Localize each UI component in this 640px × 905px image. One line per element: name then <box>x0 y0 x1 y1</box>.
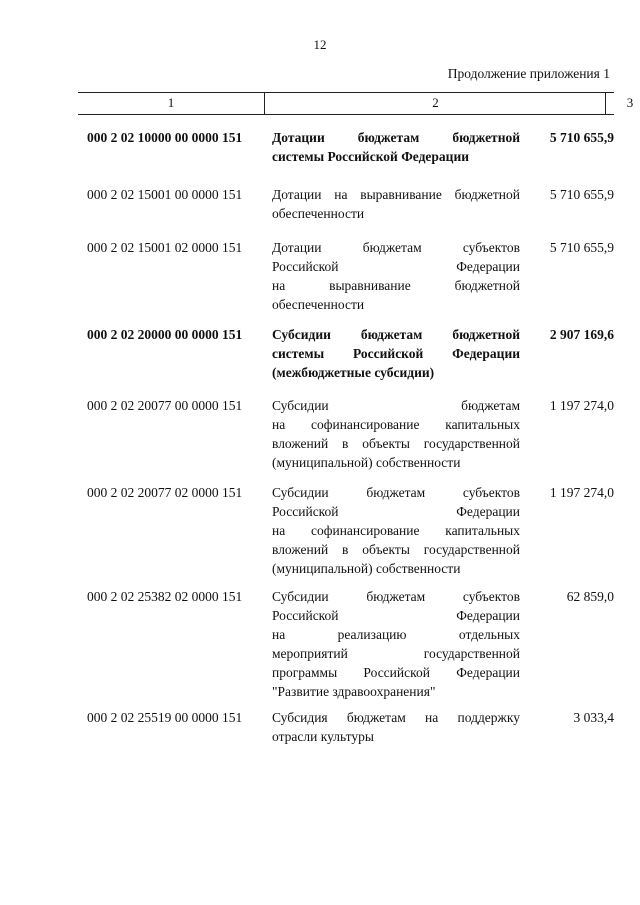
budget-item-name-line: Субсидии бюджетам субъектов <box>272 589 520 604</box>
budget-item-name-line: Субсидии бюджетам <box>272 398 520 413</box>
budget-item-name-line: мероприятий государственной <box>272 646 520 661</box>
budget-code: 000 2 02 20077 00 0000 151 <box>87 398 243 413</box>
budget-amount: 1 197 274,0 <box>549 398 614 413</box>
budget-item-name <box>272 185 520 223</box>
budget-item-name-line: системы Российской Федерации <box>272 149 470 164</box>
appendix-continuation-note: Продолжение приложения 1 <box>447 66 610 81</box>
budget-item-name-line: Российской Федерации <box>272 504 520 519</box>
column-header-code: 1 <box>167 95 175 110</box>
budget-item-name-line: отрасли культуры <box>272 729 374 744</box>
budget-item-name-line: на реализацию отдельных <box>272 627 520 642</box>
budget-code: 000 2 02 10000 00 0000 151 <box>87 130 243 145</box>
budget-item-name <box>272 128 520 166</box>
budget-amount: 1 197 274,0 <box>549 485 614 500</box>
column-header-amount: 3 <box>605 93 640 114</box>
budget-code: 000 2 02 15001 00 0000 151 <box>87 187 243 202</box>
budget-item-name-line: на выравнивание бюджетной <box>272 278 520 293</box>
budget-item-name-line: Дотации на выравнивание бюджетной <box>272 187 520 202</box>
column-header-name: 2 <box>264 93 606 114</box>
page-number: 12 <box>313 37 327 52</box>
budget-item-name-line: "Развитие здравоохранения" <box>272 684 436 699</box>
budget-item-name-line: Субсидия бюджетам на поддержку <box>272 710 520 725</box>
budget-code: 000 2 02 25382 02 0000 151 <box>87 589 243 604</box>
budget-item-name-line: Российской Федерации <box>272 608 520 623</box>
budget-item-name-line: на софинансирование капитальных <box>272 523 520 538</box>
budget-item-name-line: (муниципальной) собственности <box>272 455 461 470</box>
budget-item-name-line: программы Российской Федерации <box>272 665 520 680</box>
budget-amount: 2 907 169,6 <box>549 327 614 342</box>
budget-code: 000 2 02 20000 00 0000 151 <box>87 327 243 342</box>
budget-item-name <box>272 483 520 578</box>
budget-item-name-line: Дотации бюджетам бюджетной <box>272 130 520 145</box>
budget-item-name-line: обеспеченности <box>272 206 365 221</box>
budget-amount: 3 033,4 <box>573 710 614 725</box>
budget-item-name <box>272 396 520 472</box>
budget-item-name <box>272 238 520 314</box>
table-header-row <box>78 92 634 115</box>
budget-item-name-line: вложений в объекты государственной <box>272 436 520 451</box>
budget-code: 000 2 02 25519 00 0000 151 <box>87 710 243 725</box>
budget-amount: 62 859,0 <box>566 589 614 604</box>
budget-item-name-line: (межбюджетные субсидии) <box>272 365 435 380</box>
budget-item-name-line: обеспеченности <box>272 297 365 312</box>
budget-item-name-line: вложений в объекты государственной <box>272 542 520 557</box>
budget-amount: 5 710 655,9 <box>549 130 614 145</box>
budget-code: 000 2 02 15001 02 0000 151 <box>87 240 243 255</box>
budget-item-name-line: Субсидии бюджетам субъектов <box>272 485 520 500</box>
budget-item-name-line: Субсидии бюджетам бюджетной <box>272 327 520 342</box>
budget-item-name <box>272 587 520 701</box>
budget-item-name <box>272 708 520 746</box>
budget-amount: 5 710 655,9 <box>549 240 614 255</box>
budget-item-name-line: Дотации бюджетам субъектов <box>272 240 520 255</box>
budget-item-name-line: Российской Федерации <box>272 259 520 274</box>
budget-amount: 5 710 655,9 <box>549 187 614 202</box>
budget-item-name-line: на софинансирование капитальных <box>272 417 520 432</box>
budget-item-name <box>272 325 520 382</box>
budget-code: 000 2 02 20077 02 0000 151 <box>87 485 243 500</box>
budget-item-name-line: (муниципальной) собственности <box>272 561 461 576</box>
budget-item-name-line: системы Российской Федерации <box>272 346 520 361</box>
